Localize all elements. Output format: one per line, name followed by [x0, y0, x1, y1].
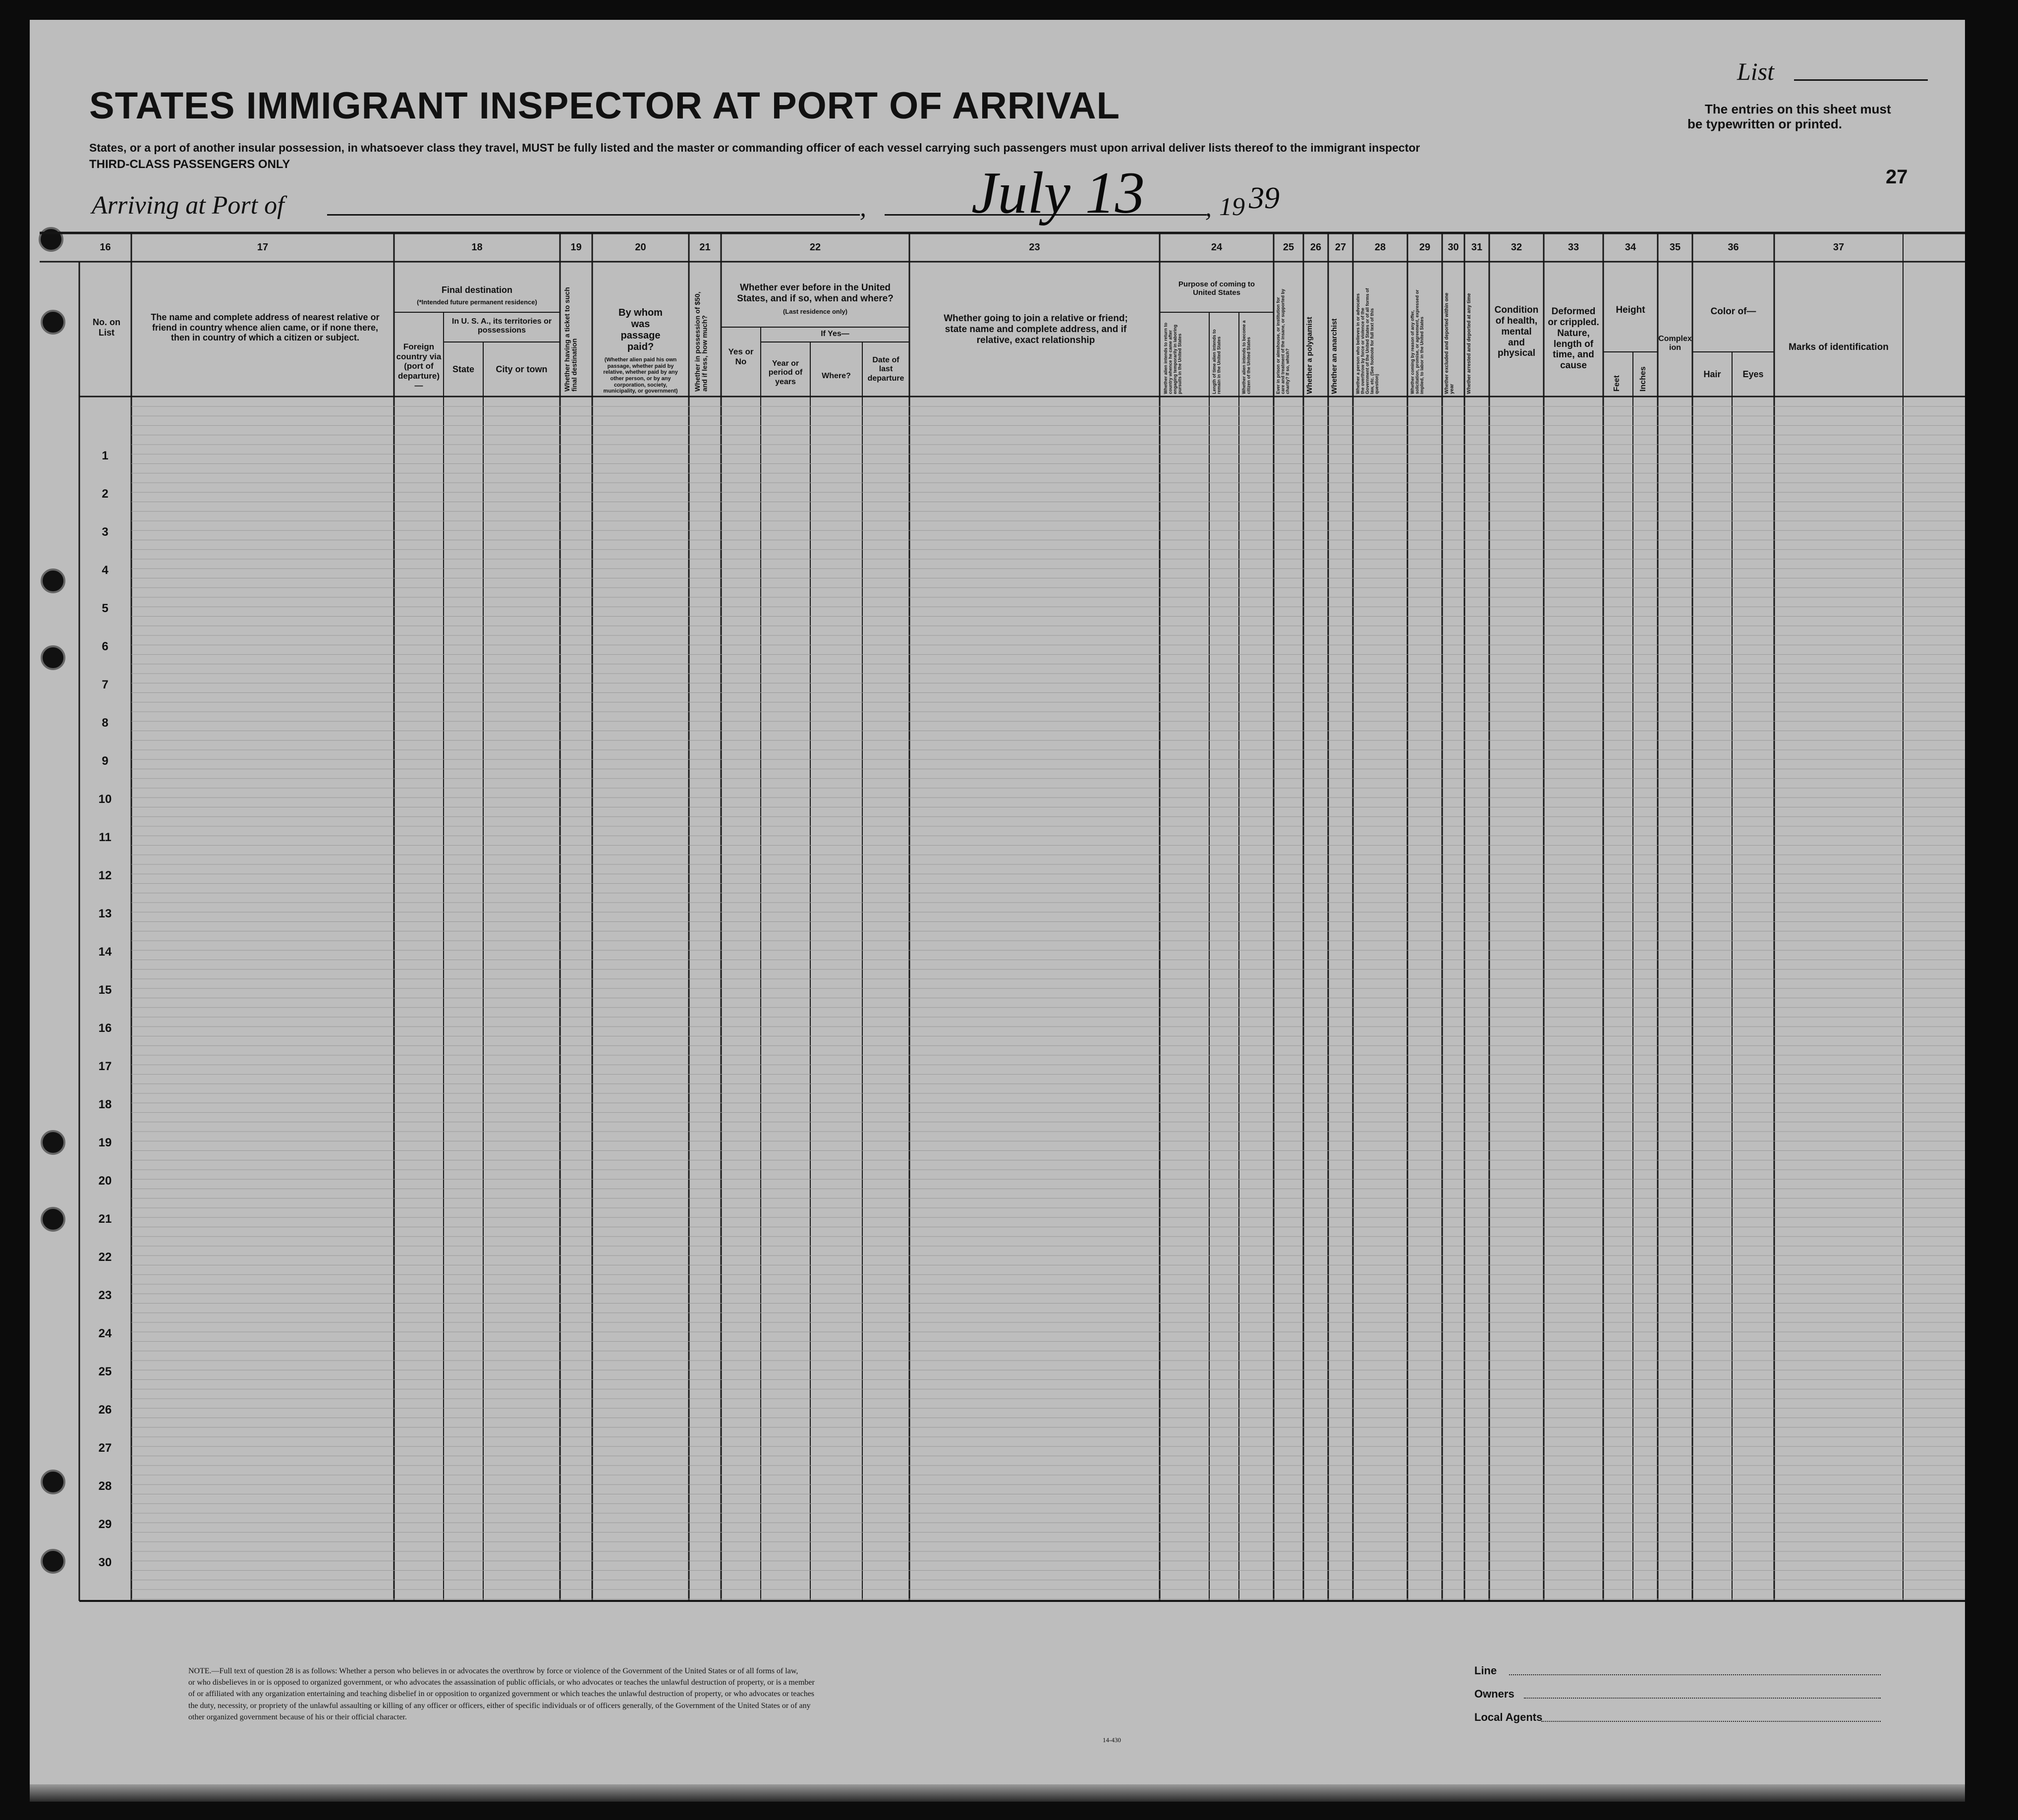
list-label: List	[1737, 57, 1775, 85]
col-19-header: Whether having a ticket to such final destination	[563, 287, 578, 392]
col-28-number: 28	[1374, 242, 1386, 253]
row-number: 7	[102, 678, 109, 691]
row-number: 11	[99, 831, 112, 844]
col-22-if-yes: If Yes—	[821, 330, 849, 338]
row-number: 5	[102, 602, 109, 615]
col-21-number: 21	[699, 242, 711, 253]
row-number: 12	[98, 869, 112, 882]
col-33-number: 33	[1568, 242, 1579, 253]
row-number: 13	[98, 907, 112, 920]
footnote-line: or who disbelieves in or is opposed to organized government, or who advocates the assassination of public officials, or who advocates or teaches the unlawful destruction of property, or is a member	[188, 1678, 815, 1687]
col-34-number: 34	[1625, 242, 1636, 253]
local-agents-label: Local Agents	[1474, 1711, 1543, 1723]
col-17-header: The name and complete address of nearest relative or friend in country whence alien came, or if none there, then in country of which a citizen or subject.	[151, 312, 380, 343]
row-number: 30	[98, 1556, 112, 1569]
col-24-number: 24	[1211, 242, 1223, 253]
col-17-number: 17	[257, 242, 269, 253]
col-24-header: Purpose of coming to United States	[1178, 280, 1255, 297]
col-16-header: No. on List	[93, 317, 120, 338]
col-31-number: 31	[1471, 242, 1483, 253]
col-24-return: Whether alien intends to return to country whence he came after engaging temporarily in laboring pursuits in the United States	[1163, 322, 1182, 394]
year-handwritten: 39	[1249, 181, 1280, 215]
row-number: 23	[98, 1289, 112, 1302]
row-number: 18	[98, 1098, 112, 1111]
col-26-number: 26	[1310, 242, 1322, 253]
col-18-state: State	[452, 364, 474, 374]
form-subtitle: States, or a port of another insular possession, in whatsoever class they travel, MUST be fully listed and the master or commanding officer of each vessel carrying such passengers must upon arrival deliver lists thereof to the immigrant inspector	[89, 141, 1420, 154]
footnote-line: other organized government because of his or their official character.	[188, 1712, 407, 1721]
col-22-where: Where?	[822, 372, 851, 380]
row-number: 17	[98, 1060, 112, 1073]
row-number: 24	[98, 1327, 112, 1340]
col-18-number: 18	[471, 242, 483, 253]
col-20-note: (Whether alien paid his own passage, whether paid by relative, whether paid by any other person, or by any corporation, society, municipality, or government)	[603, 357, 678, 395]
row-number: 10	[98, 793, 112, 806]
col-20-header: By whom was passage paid?	[618, 307, 663, 352]
owners-label: Owners	[1474, 1688, 1514, 1700]
col-35-header: Complexion	[1658, 335, 1692, 352]
col-29-number: 29	[1419, 242, 1431, 253]
col-18-city: City or town	[496, 364, 548, 374]
col-36-number: 36	[1728, 242, 1739, 253]
col-37-number: 37	[1833, 242, 1845, 253]
typewritten-note-2: be typewritten or printed.	[1687, 116, 1843, 131]
col-21-header: Whether in possession of $50, and if less, how much?	[693, 291, 709, 392]
row-number: 22	[98, 1251, 112, 1264]
row-number: 25	[98, 1365, 112, 1378]
col-22-yes-no: Yes or No	[728, 347, 754, 366]
col-32-header: Condition of health, mental and physical	[1494, 305, 1539, 359]
col-24-length: Length of time alien intends to remain in the United States	[1212, 329, 1222, 394]
form-title: STATES IMMIGRANT INSPECTOR AT PORT OF ARRIVAL	[89, 85, 1121, 127]
col-33-header: Deformed or crippled. Nature, length of time, and cause	[1548, 306, 1599, 371]
col-22-note: (Last residence only)	[783, 308, 848, 315]
col-27-header: Whether an anarchist	[1330, 318, 1339, 394]
footnote-line: NOTE.—Full text of question 28 is as follows: Whether a person who believes in or advocates the overthrow by force or violence of the Government of the United States or of all forms of law,	[188, 1667, 798, 1675]
col-19-number: 19	[570, 242, 582, 253]
row-number: 4	[102, 564, 109, 577]
col-34-header: Height	[1616, 305, 1645, 315]
row-number: 19	[98, 1136, 112, 1149]
row-number: 28	[98, 1479, 112, 1493]
local-agents-field[interactable]	[1541, 1721, 1881, 1722]
col-22-period: Year or period of years	[768, 359, 803, 386]
line-field[interactable]	[1509, 1674, 1881, 1675]
col-23-header: Whether going to join a relative or friend; state name and complete address, and if relative, exact relationship	[944, 313, 1128, 345]
col-22-header: Whether ever before in the United States, and if so, when and where?	[737, 283, 894, 304]
col-18-header: Final destination	[441, 285, 512, 295]
row-number: 9	[102, 754, 109, 768]
col-30-header: Whether excluded and deported within one year	[1444, 292, 1455, 394]
col-34-feet: Feet	[1613, 375, 1621, 392]
col-18-foreign: Foreign country via (port of departure)—	[396, 342, 442, 391]
col-28-header: Whether a person who believes in or advocates the overthrow by force or violence of the Government of the United States or of all forms of law, etc. (See footnote for full text of this question)	[1355, 288, 1379, 394]
sheet-number: 27	[1886, 166, 1908, 188]
row-number: 16	[98, 1022, 112, 1035]
page-edge	[30, 1784, 1965, 1802]
col-26-header: Whether a polygamist	[1305, 317, 1314, 394]
row-number: 15	[98, 983, 112, 997]
col-35-number: 35	[1669, 242, 1681, 253]
row-number: 8	[102, 716, 109, 730]
col-36-eyes: Eyes	[1742, 369, 1764, 379]
manifest-sheet: STATES IMMIGRANT INSPECTOR AT PORT OF ARRIVAL States, or a port of another insular possession, in whatsoever class they travel, MUST be fully listed and the master or commanding officer of each vessel carrying such passengers must upon arrival deliver lists thereof to the immigrant inspector THIRD-CLASS PASSENGERS ONLY Arriving at Port of , July 13 , 19 39 List The entries on this sheet must be typewritten or printed. 27 16 17 18 19 20 21 22 23 24 25 26 27 28 29 30 31 32 33 34 35 36 37 No. on List The name and complete address of nearest relative or friend in country whence alien came, or if none there, then in country of which a citizen or subject. Final destination (*Intended future permanent residence) Foreign country via (port of departure)— In U. S. A., its territories or possessions State City or town Whether having a ticket to such final destination By whom was passage paid? (Whether alien paid his own passage, whether paid by relative, whether paid by any other person, or by any corporation, society, municipality, or government) Whether in possession of $50, and if less, how much? Whether ever before in the United States, and if so, when and where? (Last residence only) Yes or No If Yes— Year or period of years Where? Date of last departure Whether going to join a relative or friend; state name and complete address, and if relative, exact relationship Purpose of coming to United States Whether alien intends to return to country whence he came after engaging temporarily in laboring pursuits in the United States Length of time alien intends to remain in the United States Whether alien intends to become a citizen of the United States Ever in prison or almshouse, or institution for care and treatment of the insane, or supported by charity? If so, which? Whether a polygamist Whether an anarchist Whether a person who believes in or advocates the overthrow by force or violence of the Government of the United States or of all forms of law, etc. (See footnote for full text of this question) Whether coming by reason of any offer, solicitation, promise, or agreement, expressed or implied, to labor in the United States Whether excluded and deported within one year Whether arrested and deported at any time Condition of health, mental and physical Deformed or crippled. Nature, length of time, and cause Height Feet Inches Complexion Color of— Hair Eyes Marks of identification 1 2 3 4 5 6 7 8 9 10 11 12 13 14 15 16 17 18 19 20 21 22 23 24 25 26 27 28 29 30 NOTE.—Full text of question 28 is as follows: Whether a person who believes in or advocates the overthrow by force or violence of the Government of the United States or of all forms of law, or who disbelieves in or is opposed to organized government, or who advocates the assassination of public officials, or who advocates or teaches the unlawful destruction of property, or is a member of or affiliated with any organization entertaining and teaching disbelief in or opposition to organized government or which teaches the unlawful destruction of property, or who advocates or teaches the duty, necessity, or propriety of the unlawful assaulting or killing of any officer or officers, either of specific individuals or of officers generally, of the Government of the United States or of any other organized government because of his or their official character. 14-430 Line Owners Local Agents	[30, 20, 1965, 1802]
row-number: 20	[98, 1174, 112, 1188]
row-number: 3	[102, 525, 109, 539]
col-25-number: 25	[1283, 242, 1294, 253]
col-18-note: (*Intended future permanent residence)	[417, 298, 537, 306]
col-29-header: Whether coming by reason of any offer, solicitation, promise, or agreement, expressed or implied, to labor in the United States	[1410, 289, 1424, 394]
arrival-date-handwritten: July 13	[971, 160, 1145, 226]
typewritten-note: The entries on this sheet must	[1705, 102, 1891, 116]
col-32-number: 32	[1511, 242, 1522, 253]
year-prefix: 19	[1219, 193, 1245, 221]
form-code: 14-430	[1103, 1736, 1121, 1744]
class-label: THIRD-CLASS PASSENGERS ONLY	[89, 158, 290, 171]
footnote-line: the duty, necessity, or propriety of the unlawful assaulting or killing of any officer or officers, either of specific individuals or of officers generally, of the Government of the United States or of any	[188, 1701, 811, 1710]
col-20-number: 20	[635, 242, 646, 253]
row-number: 1	[102, 449, 109, 462]
col-16-number: 16	[100, 242, 111, 253]
col-27-number: 27	[1335, 242, 1346, 253]
row-number: 27	[98, 1441, 112, 1455]
row-number: 14	[98, 945, 112, 959]
col-18-usa: In U. S. A., its territories or possessions	[451, 317, 552, 335]
row-number: 29	[98, 1518, 112, 1531]
line-label: Line	[1474, 1664, 1497, 1677]
manifest-grid	[30, 20, 1965, 1802]
col-37-header: Marks of identification	[1789, 342, 1889, 352]
footnote	[188, 1665, 1303, 1723]
col-34-inches: Inches	[1639, 366, 1647, 392]
col-22-date: Date of last departure	[867, 356, 904, 383]
col-36-header: Color of—	[1710, 306, 1756, 317]
row-number: 21	[98, 1212, 112, 1226]
col-25-header: Ever in prison or almshouse, or institution for care and treatment of the insane, or supported by charity? If so, which?	[1276, 288, 1290, 394]
row-number: 2	[102, 487, 109, 501]
arriving-label: Arriving at Port of	[92, 191, 284, 220]
col-36-hair: Hair	[1703, 369, 1721, 379]
col-24-citizen: Whether alien intends to become a citizen of the United States	[1241, 320, 1251, 394]
row-number: 26	[98, 1403, 112, 1417]
col-23-number: 23	[1029, 242, 1040, 253]
owners-field[interactable]	[1524, 1698, 1881, 1699]
col-22-number: 22	[809, 242, 821, 253]
row-number: 6	[102, 640, 109, 653]
col-31-header: Whether arrested and deported at any time	[1466, 293, 1472, 394]
footnote-line: of or affiliated with any organization entertaining and teaching disbelief in or opposition to organized government or which teaches the unlawful destruction of property, or who advocates or teaches	[188, 1690, 815, 1699]
col-30-number: 30	[1448, 242, 1459, 253]
